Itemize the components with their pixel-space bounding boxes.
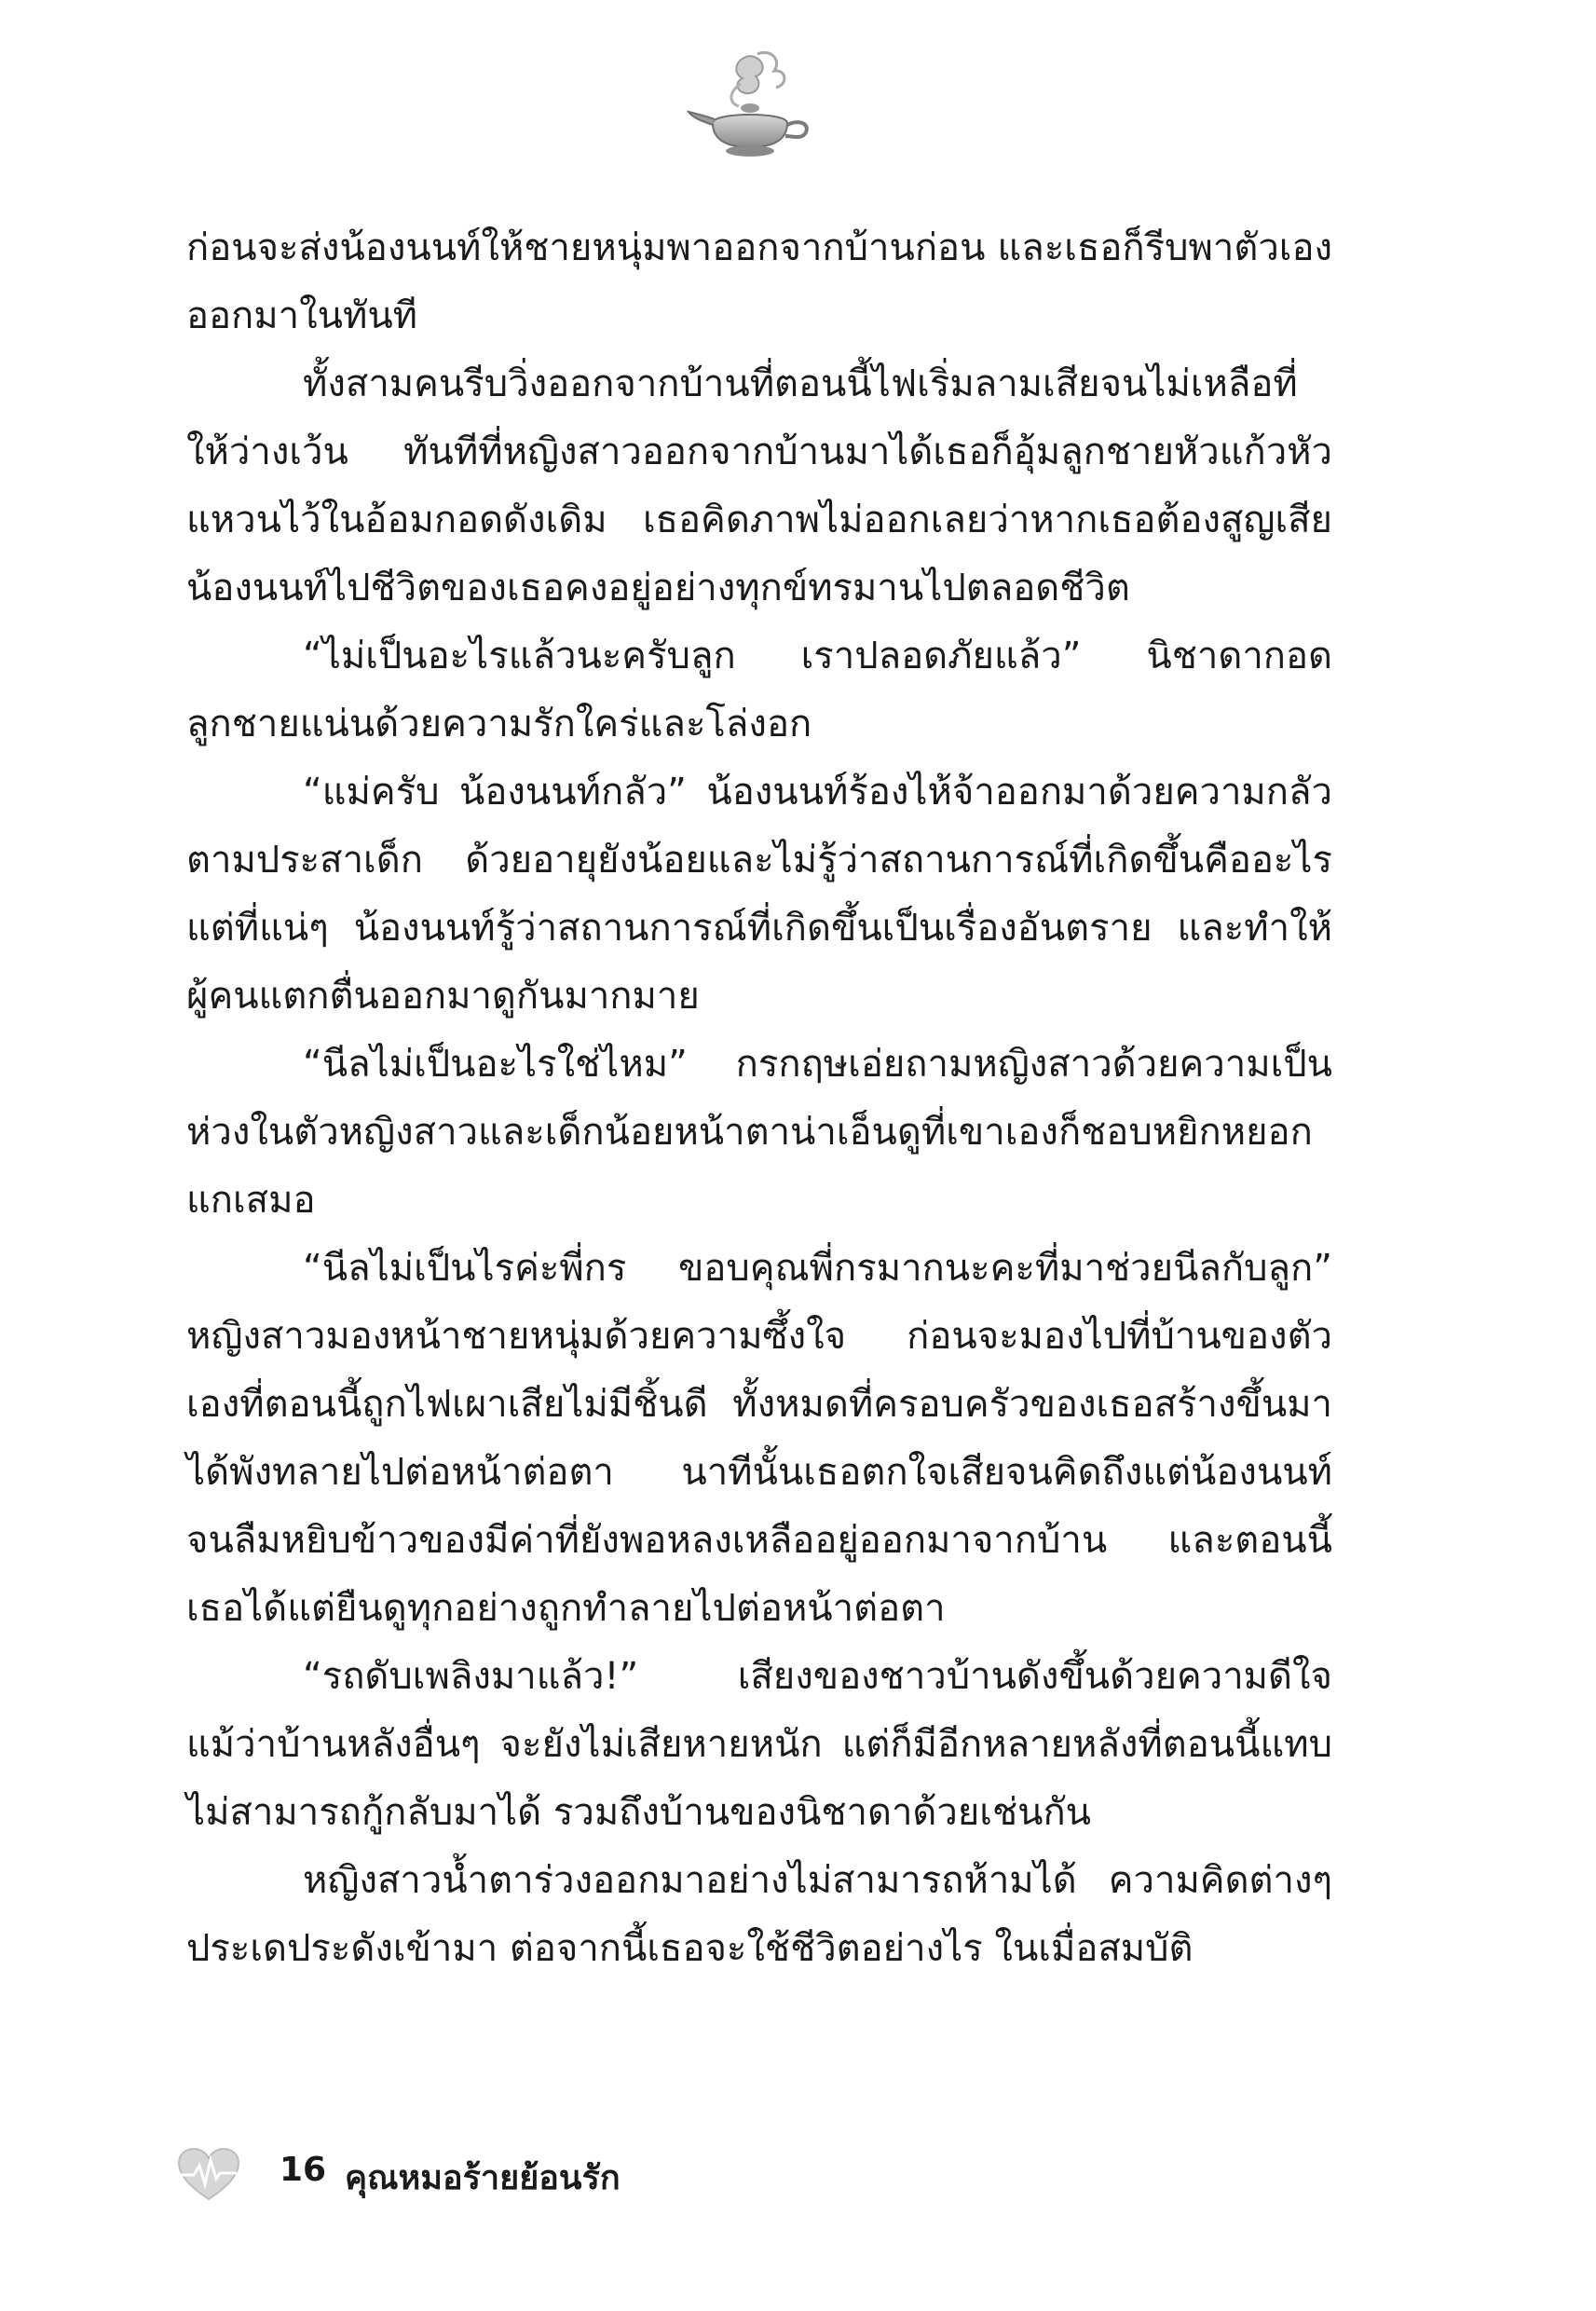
book-title: คุณหมอร้ายย้อนรัก	[345, 2159, 621, 2197]
paragraph: “นีลไม่เป็นไรค่ะพี่กร ขอบคุณพี่กรมากนะคะที่มาช่วยนีลกับลูก” หญิงสาวมองหน้าชายหนุ่มด้วยความซึ้งใจ ก่อนจะมองไปที่บ้านของตัวเองที่ตอนนี้ถูกไฟเผาเสียไม่มีชิ้นดี ทั้งหมดที่ครอบครัวของเธอสร้างขึ้นมาได้พังทลายไปต่อหน้าต่อตา นาทีนั้นเธอตกใจเสียจนคิดถึงแต่น้องนนท์ จนลืมหยิบข้าวของมีค่าที่ยังพอหลงเหลืออยู่ออกมาจากบ้าน และตอนนี้เธอได้แต่ยืนดูทุกอย่างถูกทำลายไปต่อหน้าต่อตา	[186, 1247, 1332, 1630]
paragraph: ทั้งสามคนรีบวิ่งออกจากบ้านที่ตอนนี้ไฟเริ่มลามเสียจนไม่เหลือที่ให้ว่างเว้น ทันทีที่หญิงสาวออกจากบ้านมาได้เธอก็อุ้มลูกชายหัวแก้วหัวแหวนไว้ในอ้อมกอดดังเดิม เธอคิดภาพไม่ออกเลยว่าหากเธอต้องสูญเสียน้องนนท์ไปชีวิตของเธอคงอยู่อย่างทุกข์ทรมานไปตลอดชีวิต	[186, 362, 1332, 609]
paragraph: “แม่ครับ น้องนนท์กลัว” น้องนนท์ร้องไห้จ้าออกมาด้วยความกลัวตามประสาเด็ก ด้วยอายุยังน้อยและไม่รู้ว่าสถานการณ์ที่เกิดขึ้นคืออะไร แต่ที่แน่ๆ น้องนนท์รู้ว่าสถานการณ์ที่เกิดขึ้นเป็นเรื่องอันตราย และทำให้ผู้คนแตกตื่นออกมาดูกันมากมาย	[186, 771, 1332, 1018]
story-text	[186, 214, 1332, 1983]
paragraph: หญิงสาวน้ำตาร่วงออกมาอย่างไม่สามารถห้ามได้ ความคิดต่างๆประเดประดังเข้ามา ต่อจากนี้เธอจะใช้ชีวิตอย่างไร ในเมื่อสมบัติ	[186, 1859, 1332, 1970]
page-number: 16	[280, 2151, 327, 2189]
paragraph: ก่อนจะส่งน้องนนท์ให้ชายหนุ่มพาออกจากบ้านก่อน และเธอก็รีบพาตัวเองออกมาในทันที	[186, 226, 1332, 337]
magic-lamp-icon	[685, 47, 815, 163]
paragraph: “นีลไม่เป็นอะไรใช่ไหม” กรกฤษเอ่ยถามหญิงสาวด้วยความเป็นห่วงในตัวหญิงสาวและเด็กน้อยหน้าตาน่าเอ็นดูที่เขาเองก็ชอบหยิกหยอกแกเสมอ	[186, 1043, 1332, 1222]
page-footer	[177, 2143, 736, 2208]
paragraph: “ไม่เป็นอะไรแล้วนะครับลูก เราปลอดภัยแล้ว” นิชาดากอดลูกชายแน่นด้วยความรักใคร่และโล่งอก	[186, 635, 1332, 745]
heartbeat-heart-icon	[177, 2147, 240, 2201]
paragraph: “รถดับเพลิงมาแล้ว!” เสียงของชาวบ้านดังขึ้นด้วยความดีใจ แม้ว่าบ้านหลังอื่นๆ จะยังไม่เสียหายหนัก แต่ก็มีอีกหลายหลังที่ตอนนี้แทบไม่สามารถกู้กลับมาได้ รวมถึงบ้านของนิชาดาด้วยเช่นกัน	[186, 1655, 1332, 1834]
